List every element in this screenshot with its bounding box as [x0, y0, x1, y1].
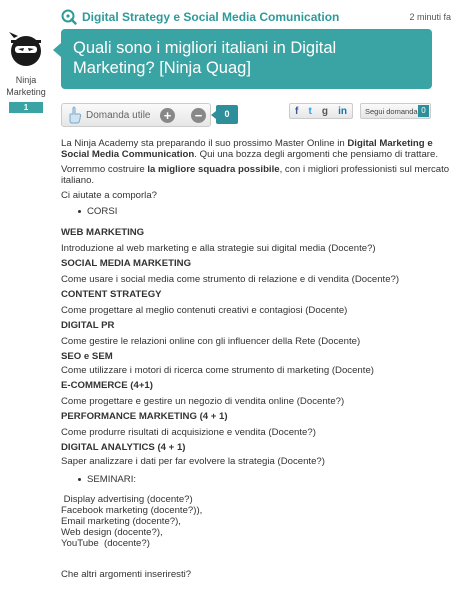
author-name-line2[interactable]: Marketing [6, 87, 46, 97]
course-section [61, 258, 451, 285]
minus-icon[interactable]: − [191, 108, 206, 123]
seminar-item: Display advertising (docente?) [61, 494, 193, 505]
author-rank-badge: 1 [9, 102, 43, 113]
share-buttons [289, 103, 353, 119]
team-text-b: la migliore squadra possibile [147, 164, 280, 175]
section-desc: Come produrre risultati di acquisizione e vendita (Docente?) [61, 427, 316, 438]
section-title: CONTENT STRATEGY [61, 289, 162, 300]
help-question: Ci aiutate a comporla? [61, 190, 157, 201]
follow-count-badge: 0 [418, 105, 429, 117]
seminar-item: YouTube (docente?) [61, 538, 150, 549]
question-title: Quali sono i migliori italiani in Digital Marketing? [Ninja Quag] [73, 39, 337, 77]
section-title: E-COMMERCE (4+1) [61, 380, 153, 391]
ninja-avatar[interactable] [6, 28, 46, 68]
intro-text-c: . Qui una bozza degli argomenti che pensiamo di trattare. [194, 149, 438, 160]
course-section [61, 289, 451, 316]
course-section [61, 320, 451, 347]
section-desc: Come utilizzare i motori di ricerca come strumento di marketing (Docente) [61, 365, 374, 376]
question-body [61, 138, 451, 580]
section-title: PERFORMANCE MARKETING (4 + 1) [61, 411, 228, 422]
seminar-item: Web design (docente?), [61, 527, 163, 538]
course-section [61, 380, 451, 407]
section-desc: Come gestire le relazioni online con gli influencer della Rete (Docente) [61, 336, 361, 347]
course-section [61, 351, 451, 376]
course-section [61, 227, 451, 254]
course-section [61, 411, 451, 438]
follow-question-button[interactable] [360, 103, 431, 119]
intro-text-b: Digital Marketing e Social Media Communication [61, 138, 433, 160]
facebook-icon[interactable]: f [295, 105, 299, 117]
google-plus-icon[interactable]: g [321, 105, 328, 117]
intro-paragraph [61, 138, 451, 160]
question-title-box [61, 29, 432, 89]
closing-question: Che altri argomenti inseriresti? [61, 569, 192, 580]
seminar-item: Email marketing (docente?), [61, 516, 181, 527]
linkedin-icon[interactable]: in [338, 105, 347, 117]
follow-label: Segui domanda [365, 107, 418, 116]
category-link[interactable]: Digital Strategy e Social Media Comunication [82, 10, 340, 24]
section-title: SEO e SEM [61, 351, 113, 362]
seminars-bullet: SEMINARI: [61, 474, 451, 485]
question-header [61, 8, 451, 26]
plus-icon[interactable]: + [160, 108, 175, 123]
hand-up-icon [67, 106, 83, 124]
author-panel [6, 28, 46, 115]
intro-text-a: La Ninja Academy sta preparando il suo prossimo Master Online in [61, 138, 348, 149]
section-desc: Come progettare al meglio contenuti creativi e contagiosi (Docente) [61, 305, 348, 316]
course-section [61, 442, 451, 467]
twitter-icon[interactable]: t [308, 105, 312, 117]
author-name-line1[interactable]: Ninja [15, 75, 37, 85]
section-desc: Introduzione al web marketing e alla strategie sui digital media (Docente?) [61, 243, 376, 254]
useful-label: Domanda utile [86, 110, 151, 121]
courses-bullet: CORSI [61, 206, 451, 217]
question-actions [61, 103, 451, 127]
seminar-item: Facebook marketing (docente?)), [61, 505, 203, 516]
vote-count-badge: 0 [216, 105, 238, 124]
team-text-a: Vorremmo costruire [61, 164, 148, 175]
section-title: SOCIAL MEDIA MARKETING [61, 258, 192, 269]
section-title: DIGITAL PR [61, 320, 115, 331]
section-desc: Come progettare e gestire un negozio di vendita online (Docente?) [61, 396, 345, 407]
question-icon [61, 9, 77, 25]
team-text-c: , con i migliori professionisti sul mercato italiano. [61, 164, 450, 186]
timestamp: 2 minuti fa [409, 12, 451, 22]
useful-button[interactable] [61, 103, 211, 127]
section-title: WEB MARKETING [61, 227, 145, 238]
section-title: DIGITAL ANALYTICS (4 + 1) [61, 442, 186, 453]
section-desc: Saper analizzare i dati per far evolvere la strategia (Docente?) [61, 456, 325, 467]
section-desc: Come usare i social media come strumento di relazione e di vendita (Docente?) [61, 274, 400, 285]
team-paragraph [61, 164, 451, 186]
